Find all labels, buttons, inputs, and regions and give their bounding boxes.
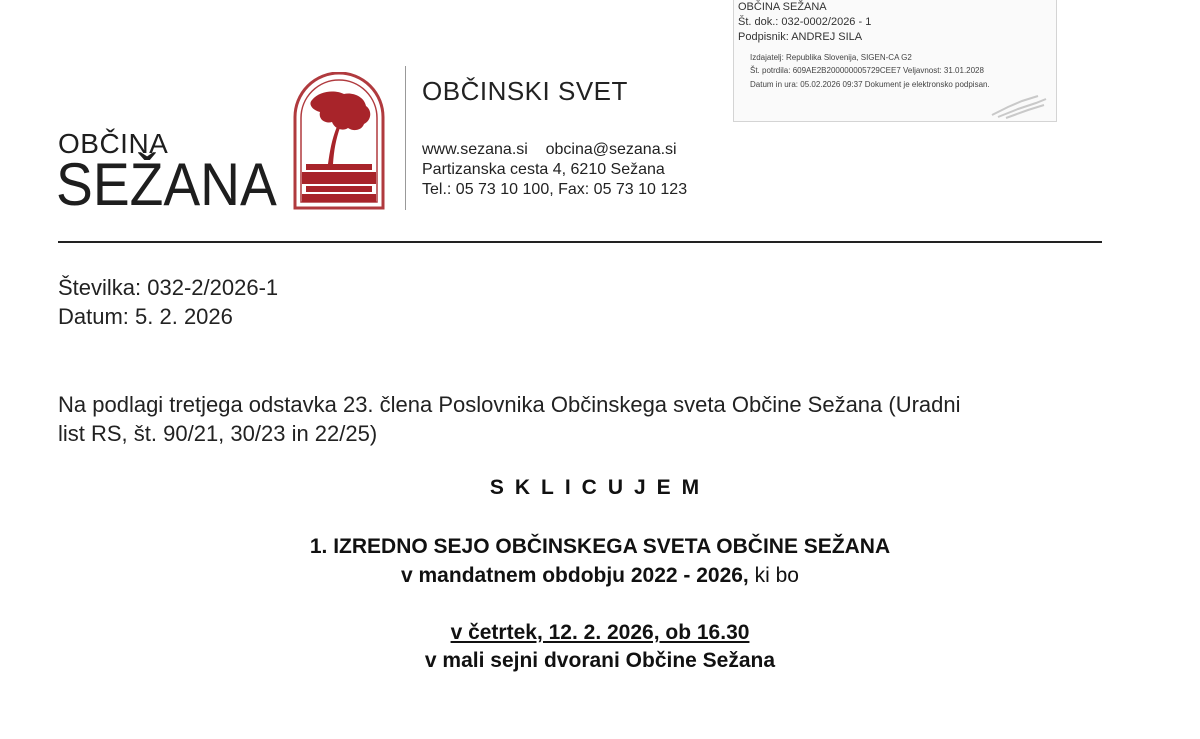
contact-web-email[interactable]: www.sezana.si obcina@sezana.si [422, 141, 677, 158]
stamp-doc-number: Št. dok.: 032-0002/2026 - 1 [738, 16, 872, 28]
contact-phone: Tel.: 05 73 10 100, Fax: 05 73 10 123 [422, 181, 688, 198]
legal-basis-line-1: Na podlagi tretjega odstavka 23. člena Poslovnika Občinskega sveta Občine Sežana (Uradni [58, 392, 961, 417]
header-rule [58, 241, 1102, 243]
e-signature-stamp [733, 0, 1057, 122]
council-title: OBČINSKI SVET [422, 76, 628, 106]
session-location: v mali sejni dvorani Občine Sežana [424, 649, 776, 672]
document-number: Številka: 032-2/2026-1 [58, 275, 279, 300]
stamp-signer: Podpisnik: ANDREJ SILA [738, 31, 863, 43]
stamp-certificate: Št. potrdila: 609AE2B200000005729CEE7 Veljavnost: 31.01.2028 [750, 66, 984, 75]
logo-obcina-text: OBČINA [58, 128, 169, 159]
session-term-tail: ki bo [748, 564, 799, 587]
logo-sezana-text: SEŽANA [56, 151, 277, 218]
session-term [0, 564, 1200, 588]
document-date: Datum: 5. 2. 2026 [58, 304, 233, 329]
session-when [0, 621, 1200, 645]
stamp-issuer: Izdajatelj: Republika Slovenija, SIGEN-CA G2 [750, 53, 912, 62]
municipality-crest-icon [292, 72, 386, 210]
contact-address: Partizanska cesta 4, 6210 Sežana [422, 161, 665, 178]
header-divider [405, 66, 406, 210]
session-term-bold: v mandatnem obdobju 2022 - 2026, [401, 564, 749, 587]
stamp-datetime: Datum in ura: 05.02.2026 09:37 Dokument je elektronsko podpisan. [750, 80, 990, 89]
pen-signature-icon [988, 93, 1048, 119]
session-datetime: v četrtek, 12. 2. 2026, ob 16.30 [450, 621, 750, 644]
legal-basis-line-2: list RS, št. 90/21, 30/23 in 22/25) [58, 421, 378, 446]
session-title: 1. IZREDNO SEJO OBČINSKEGA SVETA OBČINE SEŽANA [309, 535, 891, 558]
heading-sklicujem: SKLICUJEM [489, 476, 711, 499]
stamp-org: OBČINA SEŽANA [738, 1, 827, 13]
